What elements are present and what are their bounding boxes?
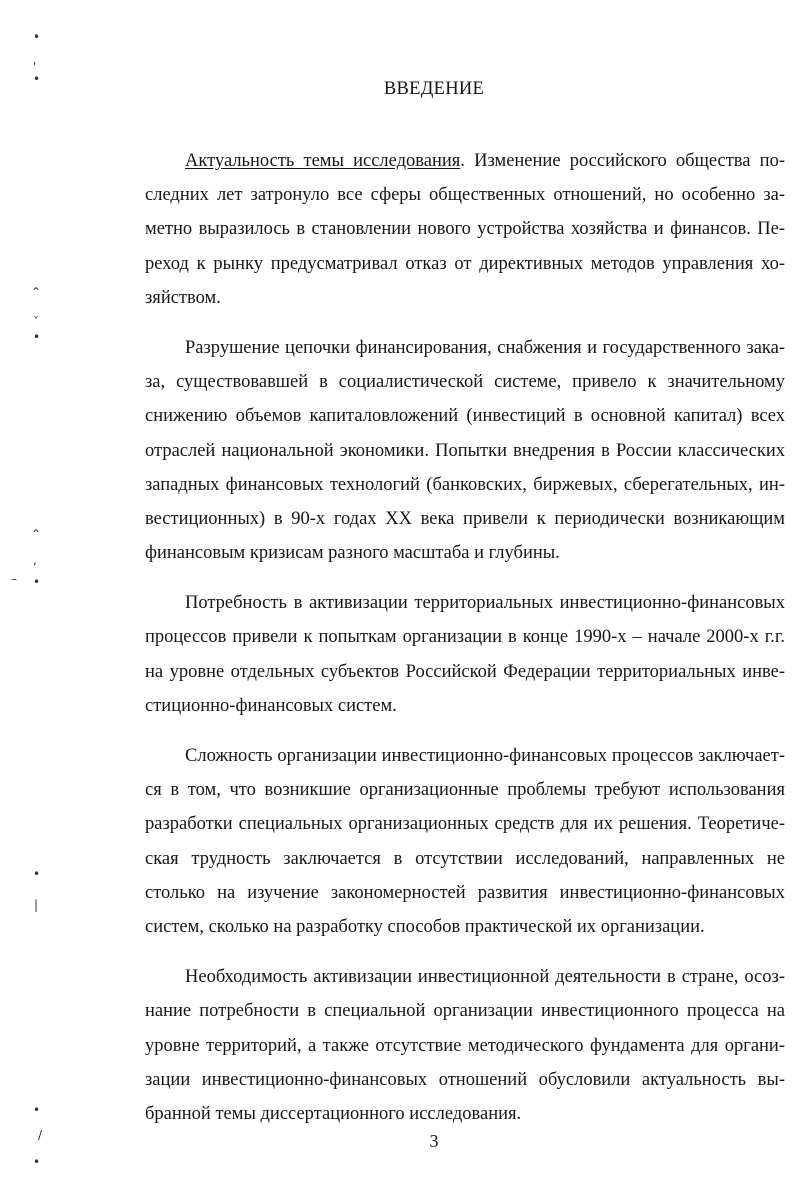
paragraph-complexity bbox=[145, 739, 785, 944]
paragraph-line: бранной темы диссертационного исследования. bbox=[145, 1103, 522, 1124]
paragraph-line: зации инвестиционно-финансовых отношений обусловили актуальность вы- bbox=[145, 1069, 785, 1090]
paragraph-line: ся в том, что возникшие организационные проблемы требуют использования bbox=[145, 780, 785, 801]
paragraph-line: отраслей национальной экономики. Попытки внедрения в России классических bbox=[145, 440, 785, 461]
paragraph-line bbox=[145, 144, 785, 178]
scan-speck: ' bbox=[33, 60, 37, 74]
paragraph-line: ская трудность заключается в отсутствии исследований, направленных не bbox=[145, 848, 785, 869]
scan-speck: ⌃ bbox=[31, 527, 42, 541]
paragraph-line: метно выразилось в становлении нового устройства хозяйства и финансов. Пе- bbox=[145, 219, 785, 240]
paragraph-line: зяйством. bbox=[145, 287, 221, 308]
scan-speck: • bbox=[33, 72, 41, 86]
scan-speck: • bbox=[33, 30, 41, 44]
page-number: 3 bbox=[429, 1131, 439, 1151]
paragraph-line-rest: . Изменение российского общества по- bbox=[460, 151, 785, 171]
paragraph-need bbox=[145, 586, 785, 723]
paragraph-necessity bbox=[145, 960, 785, 1131]
paragraph-line: финансовым кризисам разного масштаба и глубины. bbox=[145, 543, 560, 564]
paragraph-line: за, существовавшей в социалистической системе, привело к значительному bbox=[145, 372, 785, 393]
paragraph-line: реход к рынку предусматривал отказ от директивных методов управления хо- bbox=[145, 253, 785, 274]
paragraph-line: следних лет затронуло все сферы общественных отношений, но особенно за- bbox=[145, 185, 785, 206]
scan-speck: | bbox=[34, 898, 39, 912]
scan-speck: • bbox=[33, 575, 41, 589]
paragraph-line: нание потребности в специальной организации инвестиционного процесса на bbox=[145, 1001, 785, 1022]
paragraph-line: снижению объемов капиталовложений (инвестиций в основной капитал) всех bbox=[145, 406, 785, 427]
paragraph-line: западных финансовых технологий (банковских, биржевых, сберегательных, ин- bbox=[145, 474, 785, 495]
paragraph-line: на уровне отдельных субъектов Российской Федерации территориальных инве- bbox=[145, 661, 785, 682]
paragraph-line: Потребность в активизации территориальных инвестиционно-финансовых bbox=[185, 593, 785, 614]
body-text bbox=[145, 144, 785, 1131]
paragraph-line: процессов привели к попыткам организации в конце 1990-х – начале 2000-х г.г. bbox=[145, 627, 785, 648]
scan-speck: , bbox=[33, 553, 37, 567]
underlined-heading: Актуальность темы исследования bbox=[185, 151, 461, 171]
scan-speck: ˇ bbox=[33, 315, 39, 329]
paragraph-relevance bbox=[145, 144, 785, 315]
page-title: ВВЕДЕНИЕ bbox=[383, 79, 485, 99]
scan-speck: – bbox=[11, 572, 17, 586]
scan-speck: / bbox=[38, 1128, 43, 1142]
scan-speck: ⌃ bbox=[31, 285, 42, 299]
scan-speck: • bbox=[33, 1103, 41, 1117]
paragraph-destruction bbox=[145, 331, 785, 570]
paragraph-line: Разрушение цепочки финансирования, снабжения и государственного зака- bbox=[185, 337, 785, 358]
paragraph-line: разработки специальных организационных средств для их решения. Теоретиче- bbox=[145, 814, 785, 835]
scan-speck: • bbox=[33, 1155, 41, 1169]
paragraph-line: уровне территорий, а также отсутствие методического фундамента для органи- bbox=[145, 1035, 785, 1056]
paragraph-line: систем, сколько на разработку способов практической их организации. bbox=[145, 916, 705, 937]
paragraph-line: Необходимость активизации инвестиционной деятельности в стране, осоз- bbox=[185, 967, 785, 988]
paragraph-line: Сложность организации инвестиционно-финансовых процессов заключает- bbox=[185, 746, 785, 766]
paragraph-line: вестиционных) в 90-х годах XX века привели к периодически возникающим bbox=[145, 508, 785, 529]
scan-speck: • bbox=[33, 330, 41, 344]
scan-speck: • bbox=[33, 867, 41, 881]
paragraph-line: столько на изучение закономерностей развития инвестиционно-финансовых bbox=[145, 882, 785, 903]
paragraph-line: стиционно-финансовых систем. bbox=[145, 695, 397, 716]
